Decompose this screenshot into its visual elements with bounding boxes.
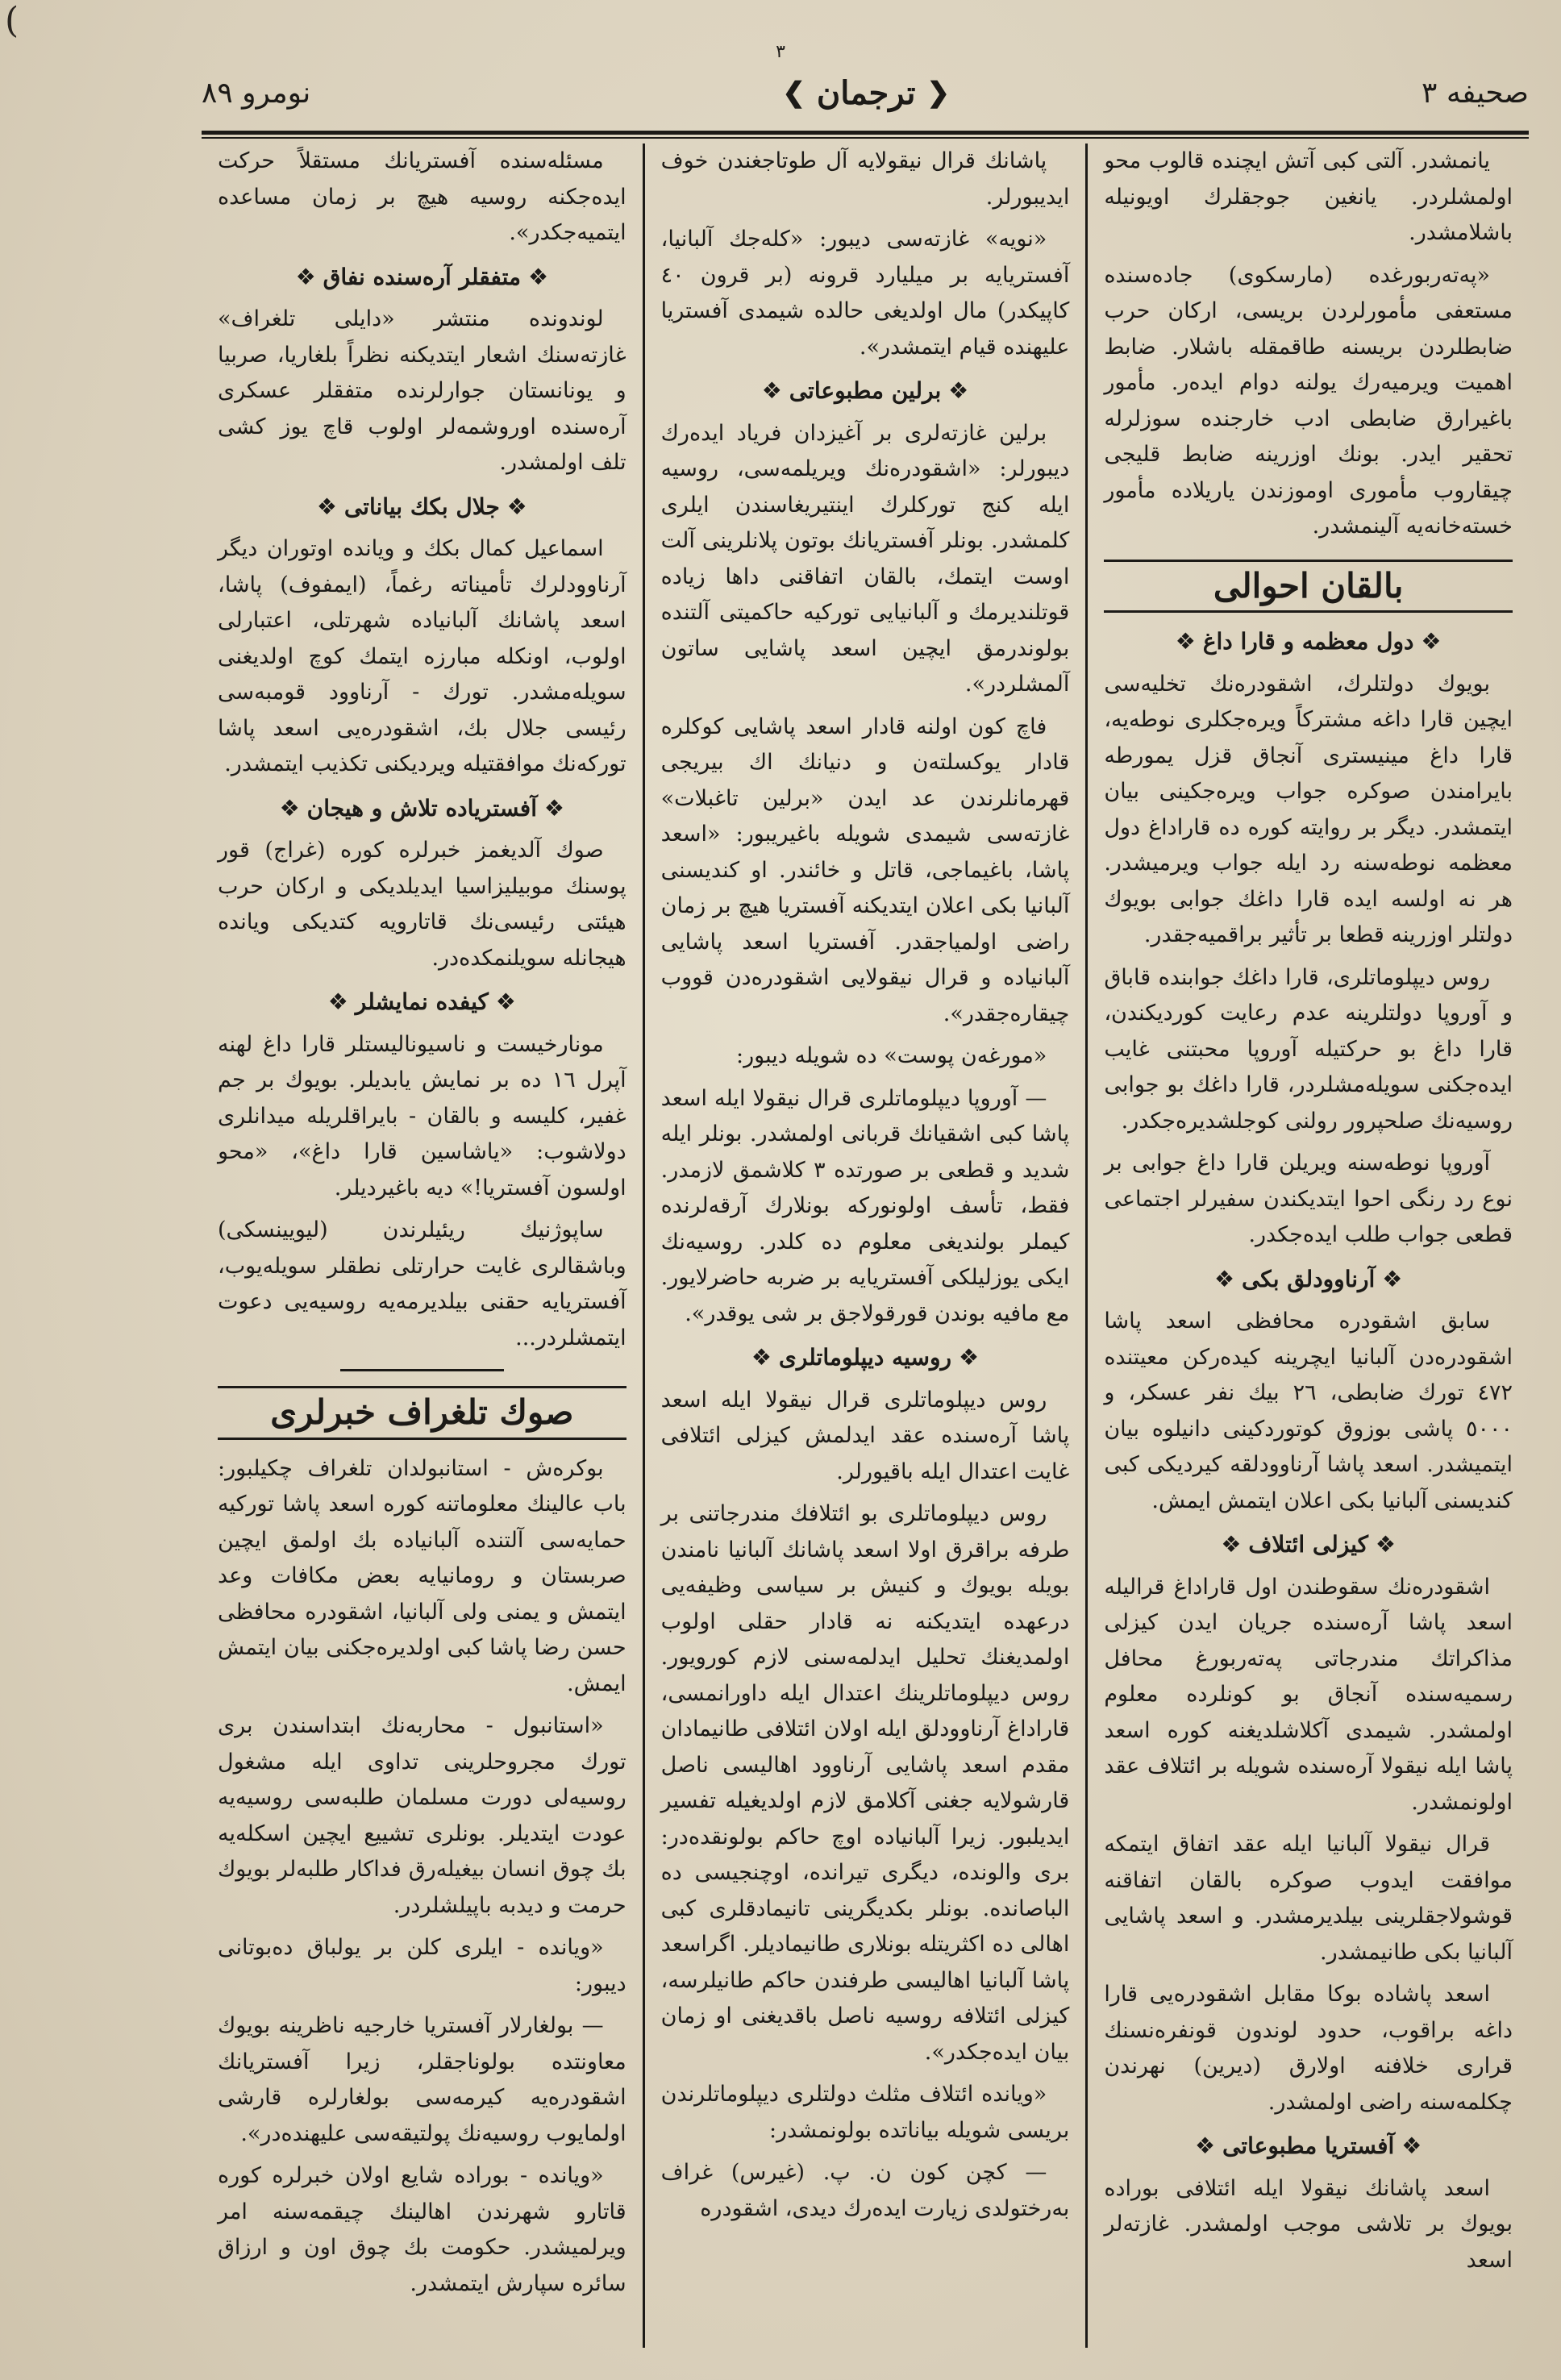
article-paragraph: اشقودرەنك سقوطندن اول قاراداغ قراليله اسعد پاشا آرەسنده جريان ايدن كيزلى مذاكراتك مندرجاتى پەتەربورغ محافل رسميەسنده آنجاق بو كونلرده معلوم اولمشدر. شيمدى آكلاشلديغنه كوره اسعد پاشا ايله نيقولا آرەسنده شويله بر ائتلاف عقد اولونمشدر. (1104, 1574, 1513, 1815)
article-paragraph: — كچن كون ن. پ. (غيرس) غراف بەرختولدى زيارت ايدەرك ديدى، اشقودره (660, 2160, 1070, 2221)
column-middle (645, 144, 1089, 2348)
page-label: صحيفه ٣ (1422, 76, 1529, 110)
article-paragraph: اسعد پاشانك نيقولا ايله ائتلافى بوراده بويوك بر تلاشى موجب اولمشدر. غازته‌لر اسعد (1104, 2175, 1513, 2273)
article-paragraph: «وياندە - بوراده شايع اولان خبرلره كوره قاتارو شهرندن اهالينك چيقمەسنه امر ويرلميشدر. حكومت بك چوق اون و ارزاق سائره سپارش ايتمشدر. (217, 2163, 626, 2296)
article-paragraph: سابق اشقودره محافظى اسعد پاشا اشقودره‌دن آلبانيا ايچرينه كيدەركن معيتنده ٤٧٢ تورك ضابطى، ٢٦ بيك نفر عسكر، و ٥٠٠٠ پاشى بوزوق كوتوردكينى دانيلوه بيان ايتميشدر. اسعد پاشا آرناوودلقه كيرديكى كبى كنديسنى آلبانيا بكى اعلان ايتمش ايمش. (1104, 1309, 1513, 1513)
issue-number: نومرو ٨٩ (202, 76, 311, 110)
article-paragraph: اسعد پاشاده بوكا مقابل اشقودرەيى قارا داغه براقوب، حدود لوندون قونفرەنسنك قرارى خلافنه اولارق (ديرين) نهرندن چكلمەسنه راضى اولمشدر. (1104, 1982, 1513, 2115)
article-paragraph: «پەتەربورغده (مارسكوى) جادەسنده مستعفى مأمورلردن بريسى، اركان حرب ضابطلردن بريسنه طاقمقله باشلار. ضابط اهميت ويرميەرك يولنه دوام ايدەر. مأمور باغيرارق ضابطى ادب خارجنده سوزلرله تحقير ايدر. بونك اوزرينه ضابط قليجى چيقاروب مأمورى اوموزندن ياريلادە مأمور خستەخانەيه آلينمشدر. (1104, 262, 1513, 539)
newspaper-title: ترجمان (816, 73, 916, 112)
article-subheading: ❖ كيزلى ائتلاف ❖ (1104, 1527, 1513, 1563)
section-heading: صوك تلغراف خبرلرى (218, 1386, 626, 1440)
article-subheading: ❖ روسيه ديپلوماتلرى ❖ (661, 1340, 1070, 1376)
article-paragraph: «نويه» غازته‌سى ديبور: «كلەجك آلبانيا، آفستريايه بر ميليارد قرونه (بر قرون ٤٠ كاپيكدر) مال اولديغى حالده شيمدى آفستريا عليهنده قيام ايتمشدر». (660, 227, 1070, 360)
article-paragraph: — آوروپا ديپلوماتلرى قرال نيقولا ايله اسعد پاشا كبى اشقيانك قربانى اولمشدر. بونلر ايله شديد و قطعى بر صورتده ٣ كلاشمق لازمدر. فقط، تأسف اولونوركه بونلارك آرقەلرنده كيملر بولنديغى معلوم ده كلدر. روسيەنك ايكى يوزليلكى آفستريايه بر ضربه حاضرلايور. مع مافيه بوندن قورقولاجق بر شى يوقدر». (660, 1085, 1070, 1326)
page-header (202, 56, 1529, 129)
ornament-left-icon: ❯ (782, 77, 805, 109)
article-paragraph: مونارخيست و ناسيوناليستلر قارا داغ لهنه آپرل ١٦ ده بر نمايش يابديلر. بويوك بر جم غفير، كليسه و بالقان - بايراقلريله ميدانلرى دولاشوب: «ياشاسين قارا داغ»، «محو اولسون آفستريا!» ديه باغيرديلر. (217, 1031, 626, 1200)
article-subheading: ❖ آفستريادە تلاش و هيجان ❖ (218, 791, 626, 827)
article-paragraph: بويوك دولتلرك، اشقودرەنك تخليەسى ايچين قارا داغه مشتركاً ويرەجكلرى نوطەيه، قارا داغ مينيسترى آنجاق قزل يمورطه بايرامندن صوكره جواب ويرەجكينى بيان ايتمشدر. ديگر بر روايته كوره ده قاراداغ دول معظمه نوطەسنه رد ايله جواب ويرميشدر. هر نه اولسه ايده قارا داغك جوابى بويوك دولتلر اوزرينه قطعا بر تأثير براقميەجقدر. (1104, 671, 1513, 947)
article-paragraph: لوندونده منتشر «دايلى تلغراف» غازته‌سنك اشعار ايتديكنه نظراً بلغاريا، صربيا و يونانستان جوارلرنده متفقلر عسكرى آرەسنده اوروشمەلر اولوب قاچ يوز كشى تلف اولمشدر. (217, 306, 626, 475)
columns-container (202, 144, 1529, 2348)
article-paragraph: روس ديپلوماتلرى بو ائتلافك مندرجاتنى بر طرفه براقرق اولا اسعد پاشانك آلبانيا نامندن بويله بويوك و كنيش بر سياسى وظيفه‌يى درعهده ايتديكنه نه قادار حقلى اولوب اولمديغنك تحليل ايدلمەسنى لازم كورويور. روس ديپلوماتلرينك اعتدال ايله داورانمسى، قاراداغ آرناوودلق ايله اولان ائتلافى طانيمادان مقدم اسعد پاشايى آرناوود اهاليسى ناصل قارشولايه جغنى آكلامق لازم اولديغيله تفسير ايديلبور. زيرا آلبانياده اوچ حاكم بولونقده‌در: برى والونده، ديگرى تيرانده، اوچنجيسى ده الباصانده. بونلر بكديگرينى تانيمادقلرى كبى اهالى ده اكثريتله بونلارى طانيماديلر. اگراسعد پاشا آلبانيا اهاليسى طرفندن حاكم طانيلرسه، كيزلى ائتلافه روسيه ناصل باقديغنى او زمان بيان ايدەجكدر». (660, 1501, 1070, 2065)
article-paragraph: روس ديپلوماتلرى قرال نيقولا ايله اسعد پاشا آرەسنده عقد ايدلمش كيزلى ائتلافى غايت اعتدال ايله باقيورلر. (660, 1387, 1070, 1484)
separator-rule (340, 1369, 504, 1371)
article-subheading: ❖ جلال بكك بياناتى ❖ (218, 489, 626, 526)
article-subheading: ❖ دول معظمه و قارا داغ ❖ (1104, 624, 1513, 660)
article-paragraph: «وياندە ائتلاف مثلث دولتلرى ديپلوماتلرندن بريسى شويله بياناتده بولونمشدر: (660, 2082, 1070, 2143)
article-subheading: ❖ متفقلر آرەسنده نفاق ❖ (218, 260, 626, 296)
masthead-title (782, 74, 950, 112)
article-paragraph: اسماعيل كمال بكك و وياندە اوتوران ديگر آرناوودلرك تأميناته رغماً، (ايمفوف) پاشا، اسعد پاشانك آلبانياده شهرتلى، اعتبارلى اولوب، اونكله مبارزه ايتمك كوچ اولديغنى سويلەمشدر. تورك - آرناوود قومبه‌سى رئيسى جلال بك، اشقودرەيى اسعد پاشا توركەنك موافقتيله ويرديكنى تكذيب ايتمشدر. (217, 536, 626, 776)
article-paragraph: فاچ كون اولنه قادار اسعد پاشايى كوكلره قادار يوكسلتەن و دنيانك اك بيريجى قهرمانلرندن عد ايدن «برلين تاغبلات» غازته‌سى شيمدى شويله باغيريبور: «اسعد پاشا، باغيماجى، قاتل و خائندر. او كنديسنى آلبانيا بكى اعلان ايتديكنه آفستريا هيچ بر زمان راضى اولمياجقدر. آفستريا اسعد پاشايى آلبانياده و قرال نيقولايى اشقودرەدن قووب چيقارەجقدر». (660, 714, 1070, 1026)
header-rule-thick (202, 131, 1529, 135)
article-subheading: ❖ آفستريا مطبوعاتى ❖ (1104, 2128, 1513, 2165)
article-paragraph: آوروپا نوطەسنه ويريلن قارا داغ جوابى بر نوع رد رنگى احوا ايتديكندن سفيرلر اجتماعى قطعى جواب طلب ايدەجكدر. (1104, 1150, 1513, 1247)
article-paragraph: صوك آلديغمز خبرلره كوره (غراج) قور پوسنك موبيليزاسيا ايديلديكى و اركان حرب هيئتى رئيسى‌نك قاتارويه كتديكى وياندە هيجانله سويلنمكده‌در. (217, 838, 626, 971)
article-subheading: ❖ برلين مطبوعاتى ❖ (661, 373, 1070, 410)
column-left (202, 144, 645, 2348)
article-paragraph: ساپوژنيك ريئيلرندن (ليويينسكى) وباشقالرى غايت حرارتلى نطقلر سويلەيوب، آفستريايه حقنى بيلديرمەيه روسيه‌يى دعوت ايتمشلردر... (217, 1217, 626, 1350)
article-paragraph: — بولغارلار آفستريا خارجيه ناظرينه بويوك معاونتده بولوناجقلر، زيرا آفستريانك اشقودرەيه كيرمەسى بولغارلره قارشى اولمايوب روسيەنك پولتيقەسى عليهنده‌در». (217, 2013, 626, 2146)
article-paragraph: قرال نيقولا آلبانيا ايله عقد اتفاق ايتمكه موافقت ايدوب صوكره بالقان اتفاقنه قوشولاجقلرينى بيلديرمشدر. و اسعد پاشايى آلبانيا بكى طانيمشدر. (1104, 1832, 1513, 1965)
header-top-number: ٣ (776, 42, 785, 62)
header-rule-thin (202, 137, 1529, 139)
article-paragraph: «استانبول - محاربەنك ابتداسندن برى تورك مجروحلرينى تداوى ايله مشغول روسيه‌لى دورت مسلمان طلبەسى روسيەيه عودت ايتديلر. بونلرى تشييع ايچين اسكلەيه بك چوق انسان بيغيلەرق فداكار طلبەلر بويوك حرمت و ديدبه باپيلشلردر. (217, 1713, 626, 1918)
article-paragraph: يانمشدر. آلتى كبى آتش ايچنده قالوب محو اولمشلردر. يانغين جوجقلرك اويونيله باشلامشدر. (1104, 148, 1513, 245)
article-paragraph: «وياندە - ايلرى كلن بر يولباق دەبوتانى ديبور: (217, 1935, 626, 1996)
article-subheading: ❖ آرناوودلق بكى ❖ (1104, 1262, 1513, 1298)
article-paragraph: روس ديپلوماتلرى، قارا داغك جوابنده قاباق و آوروپا دولتلرينه عدم رعايت كورديكندن، قارا داغ بو حركتيله آوروپا محبتنى غايب ايدەجكنى سويلەمشلردر، قارا داغك بو جوابى روسيەنك صلحپرور رولنى كوجلشديرەجكدر. (1104, 964, 1513, 1134)
column-right (1088, 144, 1529, 2348)
article-subheading: ❖ كيفده نمايشلر ❖ (218, 984, 626, 1021)
article-paragraph: «مورغەن پوست» ده شويله ديبور: (736, 1043, 1047, 1068)
article-paragraph: برلين غازته‌لرى بر آغيزدان فرياد ايدەرك ديبورلر: «اشقودرەنك ويريلمەسى، روسيه ايله كنج توركلرك اينتيريغاسندن ايلرى كلمشدر. بونلر آفستريانك بوتون پلانلرينى آلت اوست ايتمك، بالقان اتفاقنى داها زياده قوتلنديرمك و آلبانيايى توركيه حاكميتى آلتنده بولوندرمق ايچين اسعد پاشايى ساتون آلمشلردر». (660, 420, 1070, 697)
article-paragraph: پاشانك قرال نيقولايه آل طوتاجغندن خوف ايديبورلر. (660, 148, 1070, 210)
ornament-right-icon: ❮ (926, 77, 950, 109)
article-paragraph: مسئلەسنده آفستريانك مستقلاً حركت ايدەجكنه روسيه هيچ بر زمان مساعده ايتميەجكدر». (217, 148, 626, 245)
section-heading: بالقان احوالى (1104, 560, 1513, 614)
article-paragraph: بوكرەش - استانبولدان تلغراف چكيلبور: باب عالينك معلوماتنه كوره اسعد پاشا توركيه حمايەسى آلتنده آلبانياده بك اولمق ايچين صربستان و رومانيايه بعض مكافات وعد ايتمش و يمنى ولى آلبانيا، اشقودره محافظى حسن رضا پاشا كبى اولديرەجكنى بيان ايتمش ايمش. (217, 1455, 626, 1696)
margin-mark: ( (5, 0, 19, 41)
